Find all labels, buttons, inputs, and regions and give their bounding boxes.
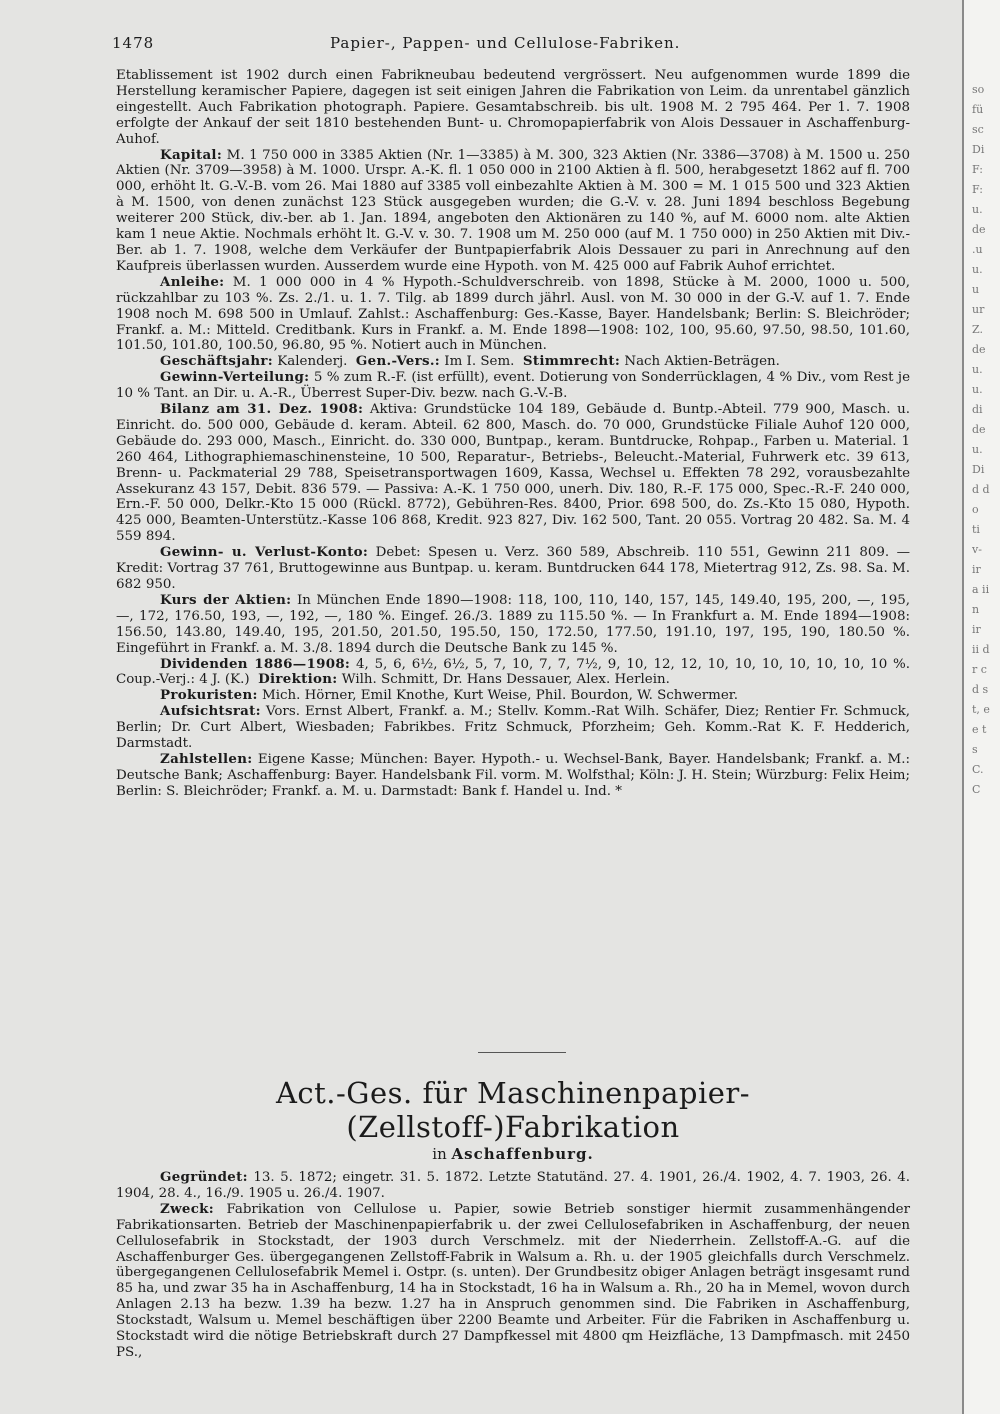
anleihe-section: Anleihe: M. 1 000 000 in 4 % Hypoth.-Schuldverschreib. von 1898, Stücke à M. 2000, 1000 u. 500, rückzahlbar zu 103 %. Zs. 2./1. u. 1. 7. Tilg. ab 1899 durch jährl. Ausl. von M. 30 000 in der G.-V. auf 1. 7. Ende 1908 noch M. 698 500 in Umlauf. Zahlst.: Aschaffenburg: Ges.-Kasse, Bayer. Handelsbank; Berlin: S. Bleichröder; Frankf. a. M.: Mitteld. Creditbank. Kurs in Frankf. a. M. Ende 1898—1908: 102, 100, 95.60, 97.50, 98.50, 101.60, 101.50, 101.80, 100.50, 96.80, 95 %. Notiert auch in München. — [116, 273, 910, 354]
company-title: Act.-Ges. für Maschinenpapier-(Zellstoff-)Fabrikation — [275, 1076, 751, 1144]
adjacent-page-fragment: so fü sc Di F: F: u. de .u u. u ur Z. de u. u. di de u. Di d d o ti v- ir a ii n ir ii d r c d s t, e e t s C. C — [972, 83, 990, 796]
section-divider — [478, 1052, 566, 1053]
company-location: in Aschaffenburg. — [432, 1145, 594, 1163]
dividenden-section: Dividenden 1886—1908: 4, 5, 6, 6½, 6½, 5, 7, 10, 7, 7, 7½, 9, 10, 12, 12, 10, 10, 10, 10, 10, 10, 10 %. Coup.-Verj.: 4 J. (K.) Direktion: Wilh. Schmitt, Dr. Hans Dessauer, Alex. Herlein. — [116, 655, 911, 688]
entry-continuation — [116, 68, 910, 800]
bilanz-section: Bilanz am 31. Dez. 1908: Aktiva: Grundstücke 104 189, Gebäude d. Buntp.-Abteil. 779 900, Masch. u. Einricht. do. 500 000, Gebäude d. keram. Abteil. 62 800, Masch. do. 70 000, Grundstücke Filiale Auhof 120 000, Gebäude do. 293 000, Masch., Einricht. do. 330 000, Buntpap., keram. Buntdrucke, Rohpap., Farben u. Material. 1 260 464, Lithographiemaschinensteine, 10 500, Reparatur-, Betriebs-, Beleucht.-Material, Fuhrwerk etc. 39 613, Brenn- u. Packmaterial 29 788, Speisetransportwagen 1609, Kassa, Wechsel u. Effekten 78 292, vorausbezahlte Assekuranz 43 157, Debit. 836 579. — Passiva: A.-K. 1 750 000, unerh. Div. 180, R.-F. 175 000, Spec.-R.-F. 240 000, Ern.-F. 50 000, Delkr.-Kto 15 000 (Rückl. 8772), Gebühren-Res. 8400, Prior. 698 500, do. Zs.-Kto 15 080, Hypoth. 425 000, Beamten-Unterstütz.-Kasse 106 868, Kredit. 923 827, Div. 162 500, Tant. 20 055. Vortrag 20 482. Sa. M. 4 559 894. — [116, 401, 910, 545]
kurs-section: Kurs der Aktien: In München Ende 1890—1908: 118, 100, 110, 140, 157, 145, 149.40, 195, 200, —, 195, —, 172, 176.50, 193, —, 192, —, 180 %. Eingef. 26./3. 1889 zu 115.50 %. — In Frankfurt a. M. Ende 1894—1908: 156.50, 143.80, 149.40, 195, 201.50, 201.50, 195.50, 150, 172.50, 177.50, 191.10, 197, 195, 190, 180.50 %. Eingeführt in Frankf. a. M. 3./8. 1894 durch die Deutsche Bank zu 145 %. — [116, 591, 910, 656]
gewinn-verteilung-section: Gewinn-Verteilung: 5 % zum R.-F. (ist erfüllt), event. Dotierung von Sonderrücklagen, 4 % Div., vom Rest je 10 % Tant. an Dir. u. A.-R., Überrest Super-Div. bezw. nach G.-V.-B. — [116, 369, 910, 402]
running-title: Papier-, Pappen- und Cellulose-Fabriken. — [330, 34, 681, 52]
entry-new-company — [116, 1076, 910, 1361]
adjacent-page-edge — [962, 0, 1000, 1414]
aufsichtsrat-section: Aufsichtsrat: Vors. Ernst Albert, Frankf. a. M.; Stellv. Komm.-Rat Wilh. Schäfer, Diez; Rentier Fr. Schmuck, Berlin; Dr. Curt Albert, Wiesbaden; Fabrikbes. Fritz Schmuck, Pforzheim; Geh. Komm.-Rat K. F. Hedderich, Darmstadt. — [116, 703, 910, 752]
geschaeftsjahr-section: Geschäftsjahr: Kalenderj. Gen.-Vers.: Im I. Sem. Stimmrecht: Nach Aktien-Beträgen. — [160, 353, 780, 370]
gegruendet-section: Gegründet: 13. 5. 1872; eingetr. 31. 5. 1872. Letzte Statutänd. 27. 4. 1901, 26./4. 1902, 4. 7. 1903, 26. 4. 1904, 28. 4., 16./9. 1905 u. 26./4. 1907. — [116, 1169, 911, 1201]
intro-paragraph: Etablissement ist 1902 durch einen Fabrikneubau bedeutend vergrössert. Neu aufgenommen wurde 1899 die Herstellung keramischer Papiere, dagegen ist seit einigen Jahren die Fabrikation von Leim. da unrentabel gänzlich eingestellt. Auch Fabrikation photograph. Papiere. Gesamtabschreib. bis ult. 1908 M. 2 795 464. Per 1. 7. 1908 erfolgte der Ankauf der seit 1810 bestehenden Bunt- u. Chromopapierfabrik von Alois Dessauer in Aschaffenburg-Auhof. — [116, 68, 910, 147]
zahlstellen-section: Zahlstellen: Eigene Kasse; München: Bayer. Hypoth.- u. Wechsel-Bank, Bayer. Handelsbank; Frankf. a. M.: Deutsche Bank; Aschaffenburg: Bayer. Handelsbank Fil. vorm. M. Wolfsthal; Köln: J. H. Stein; Würzburg: Felix Heim; Berlin: S. Bleichröder; Frankf. a. M. u. Darmstadt: Bank f. Handel u. Ind. * — [116, 750, 910, 799]
page-number: 1478 — [112, 34, 155, 52]
kapital-section: Kapital: M. 1 750 000 in 3385 Aktien (Nr. 1—3385) à M. 300, 323 Aktien (Nr. 3386—3708) à M. 1500 u. 250 Aktien (Nr. 3709—3958) à M. 1000. Urspr. A.-K. fl. 1 050 000 in 2100 Aktien à fl. 500, herabgesetzt 1862 auf fl. 700 000, erhöht lt. G.-V.-B. vom 26. Mai 1880 auf 3385 voll einbezahlte Aktien à M. 300 = M. 1 015 500 und 323 Aktien à M. 1500, von denen zunächst 123 Stück ausgegeben wurden; die G.-V. v. 28. Juni 1894 beschloss Begebung weiterer 200 Stück, div.-ber. ab 1. Jan. 1894, angeboten den Aktionären zu 140 %, auf M. 6000 nom. alte Aktien kam 1 neue Aktie. Nochmals erhöht lt. G.-V. v. 30. 7. 1908 um M. 250 000 (auf M. 1 750 000) in 250 Aktien mit Div.-Ber. ab 1. 7. 1908, welche dem Verkäufer der Buntpapierfabrik Alois Dessauer zu pari in Anrechnung auf den Kaufpreis überlassen wurden. Ausserdem wurde eine Hypoth. von M. 425 000 auf Fabrik Auhof errichtet. — [116, 146, 910, 274]
gewinn-verlust-section: Gewinn- u. Verlust-Konto: Debet: Spesen u. Verz. 360 589, Abschreib. 110 551, Gewinn 211 809. — Kredit: Vortrag 37 761, Bruttogewinne aus Buntpap. u. keram. Buntdrucken 644 178, Mietertrag 912, Zs. 98. Sa. M. 682 950. — [116, 544, 910, 592]
zweck-section: Zweck: Fabrikation von Cellulose u. Papier, sowie Betrieb sonstiger hiermit zusammenhängender Fabrikationsarten. Betrieb der Maschinenpapierfabrik u. der zwei Cellulosefabriken in Aschaffenburg, der neuen Cellulosefabrik in Stockstadt, der 1903 durch Verschmelz. mit der Niederrhein. Zellstoff-A.-G. auf die Aschaffenburger Ges. übergegangenen Zellstoff-Fabrik in Walsum a. Rh. u. der 1905 gleichfalls durch Verschmelz. übergegangenen Cellulosefabrik Memel i. Ostpr. (s. unten). Der Grundbesitz obiger Anlagen beträgt insgesamt rund 85 ha, und zwar 35 ha in Aschaffenburg, 14 ha in Stockstadt, 16 ha in Walsum a. Rh., 20 ha in Memel, wovon durch Anlagen 2.13 ha bezw. 1.39 ha bezw. 1.27 ha in Anspruch genommen sind. Die Fabriken in Aschaffenburg, Stockstadt, Walsum u. Memel beschäftigen über 2200 Beamte und Arbeiter. Für die Fabriken in Aschaffenburg u. Stockstadt wird die nötige Betriebskraft durch 27 Dampfkessel mit 4800 qm Heizfläche, 13 Dampfmasch. mit 2450 PS., — [116, 1200, 911, 1360]
page-header — [112, 34, 912, 56]
prokuristen-section: Prokuristen: Mich. Hörner, Emil Knothe, Kurt Weise, Phil. Bourdon, W. Schwermer. — [160, 687, 738, 704]
